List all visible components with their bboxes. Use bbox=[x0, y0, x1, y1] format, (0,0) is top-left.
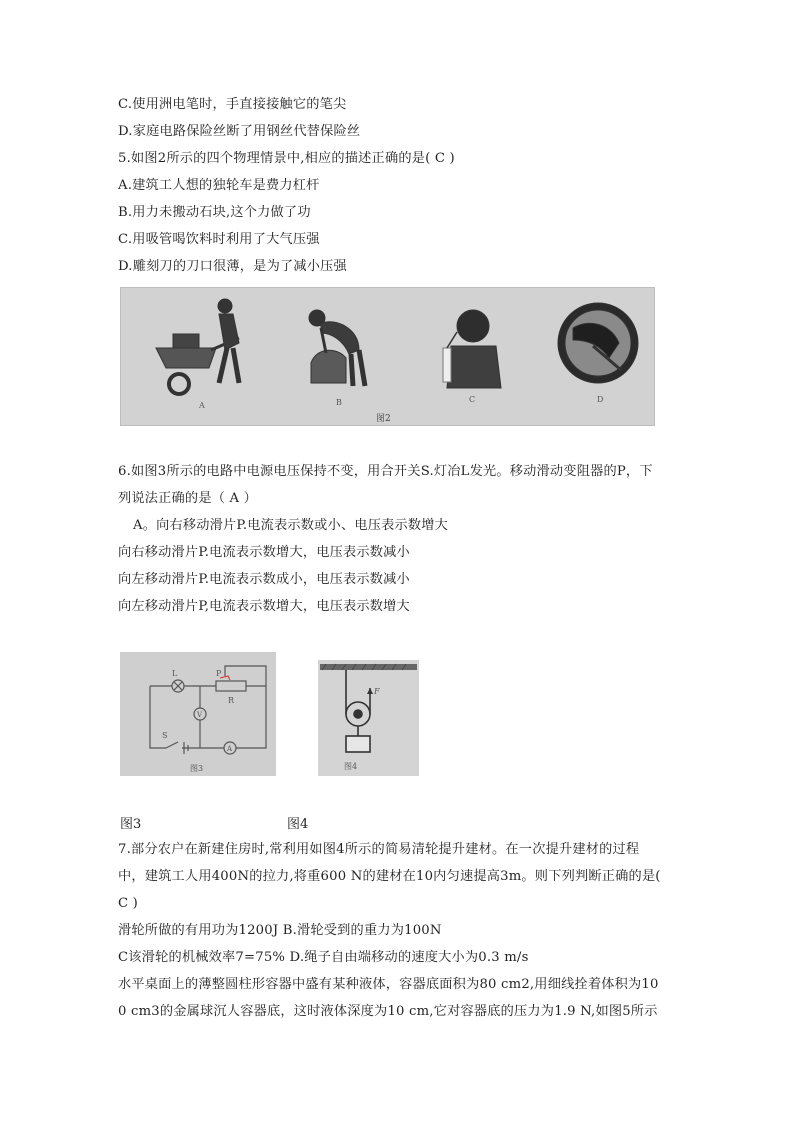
question-6-stem-cont: 列说法正确的是（ A ） bbox=[118, 491, 257, 506]
resistor-label: R bbox=[228, 696, 235, 705]
figure-2-image bbox=[120, 287, 655, 426]
force-label: F bbox=[374, 687, 380, 696]
q5-option-b: B.用力未搬动石块,这个力做了功 bbox=[118, 205, 311, 220]
figure-4-inner-caption: 图4 bbox=[344, 762, 358, 771]
question-7-answer: C ) bbox=[118, 896, 139, 911]
question-8-stem-cont: 0 cm3的金属球沉人容器底，这时液体深度为10 cm,它对容器底的压力为1.9 N,如图5所示 bbox=[118, 1004, 658, 1019]
figure-4-caption: 图4 bbox=[287, 817, 309, 832]
lamp-label: L bbox=[172, 669, 178, 678]
scene-b-rock bbox=[309, 310, 365, 386]
figure-2-label-a: A bbox=[199, 401, 205, 410]
q5-option-a: A.建筑工人想的独轮车是费力杠杆 bbox=[118, 178, 320, 193]
voltmeter-label: V bbox=[197, 711, 203, 719]
figure-2-label-b: B bbox=[336, 398, 342, 407]
option-d-line: D.家庭电路保险丝断了用钢丝代替保险丝 bbox=[118, 124, 361, 139]
question-6-stem: 6.如图3所示的电路中电源电压保持不变，用合开关S.灯冶L发光。移动滑动变阻器的P，下 bbox=[118, 464, 653, 479]
slider-label: P bbox=[216, 669, 222, 678]
q7-options-cd: C该滑轮的机械效率7=75% D.绳子自由端移动的速度大小为0.3 m/s bbox=[118, 950, 529, 965]
figure-2-label-d: D bbox=[597, 395, 604, 404]
q7-options-ab: 滑轮所做的有用功为1200J B.滑轮受到的重力为100N bbox=[118, 923, 442, 938]
q6-option-d: 向左移动滑片P,电流表示数增大，电压表示数增大 bbox=[118, 599, 410, 614]
figure-2-label-c: C bbox=[469, 395, 476, 404]
switch-label: S bbox=[162, 731, 168, 740]
figure-2-caption: 图2 bbox=[376, 414, 391, 424]
question-7-stem: 7.部分农户在新建住房时,常利用如图4所示的简易清轮提升建材。在一次提升建材的过程 bbox=[118, 842, 640, 857]
question-5-stem: 5.如图2所示的四个物理情景中,相应的描述正确的是( C ) bbox=[118, 151, 455, 166]
q5-option-d: D.雕刻刀的刀口很薄，是为了减小压强 bbox=[118, 259, 347, 274]
figure-3-inner-caption: 图3 bbox=[190, 764, 204, 773]
q6-option-a: A。向右移动滑片P.电流表示数或小、电压表示数增大 bbox=[133, 518, 449, 533]
figure-4-pulley bbox=[318, 660, 419, 776]
scene-a-wheelbarrow bbox=[156, 299, 239, 394]
figure-3-caption: 图3 bbox=[120, 817, 142, 832]
q6-option-c: 向左移动滑片P.电流表示数成小，电压表示数减小 bbox=[118, 572, 410, 587]
ammeter-label: A bbox=[227, 745, 233, 753]
question-8-stem: 水平桌面上的薄整圆柱形容器中盛有某种液体，容器底面积为80 cm2,用细线拴着体积为10 bbox=[118, 977, 659, 992]
q6-option-b: 向右移动滑片P.电流表示数增大，电压表示数减小 bbox=[118, 545, 410, 560]
question-7-stem-cont: 中，建筑工人用400N的拉力,将重600 N的建材在10内匀速提高3m。则下列判断正确的是( bbox=[118, 869, 661, 884]
scene-c-straw bbox=[443, 310, 501, 388]
figure-3-circuit bbox=[120, 652, 276, 776]
scene-d-knife bbox=[558, 303, 638, 383]
option-c-line: C.使用洲电笔时，手直接接触它的笔尖 bbox=[118, 97, 347, 112]
q5-option-c: C.用吸管喝饮料时利用了大气压强 bbox=[118, 232, 320, 247]
